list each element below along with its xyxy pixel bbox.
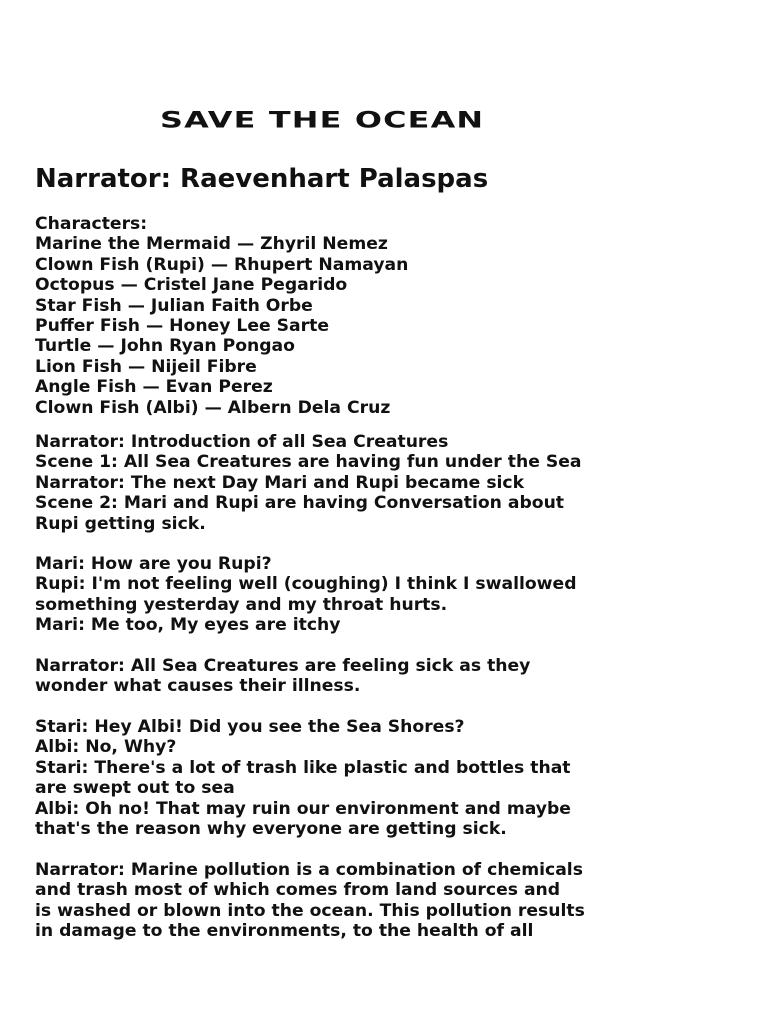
narration-section-2 [35, 860, 755, 942]
dialogue-line: Stari: Hey Albi! Did you see the Sea Shores? [35, 717, 465, 737]
narration-line: is washed or blown into the ocean. This pollution results [35, 900, 585, 921]
characters-section [35, 214, 755, 418]
narrator-heading: Narrator: Raevenhart Palaspas [35, 164, 489, 194]
dialogue-line: Mari: How are you Rupi? [35, 554, 272, 574]
narration-line: in damage to the environments, to the health of all [35, 921, 534, 942]
dialogue-line: Mari: Me too, My eyes are itchy [35, 615, 341, 636]
narration-line: and trash most of which comes from land sources and [35, 880, 561, 901]
scene-line: Rupi getting sick. [35, 513, 206, 534]
dialogue-line: Rupi: I'm not feeling well (coughing) I think I swallowed [35, 574, 577, 595]
dialogue-line: something yesterday and my throat hurts. [35, 594, 448, 615]
characters-label: Characters: [35, 214, 148, 234]
character-line: Lion Fish — Nijeil Fibre [35, 356, 257, 377]
dialogue-section-1 [35, 554, 755, 636]
character-line: Star Fish — Julian Faith Orbe [35, 295, 313, 316]
character-line: Turtle — John Ryan Pongao [35, 336, 295, 357]
character-line: Octopus — Cristel Jane Pegarido [35, 275, 348, 296]
dialogue-line: Albi: No, Why? [35, 737, 177, 758]
dialogue-line: Stari: There's a lot of trash like plastic and bottles that [35, 757, 571, 778]
narration-section-1 [35, 656, 755, 697]
narration-line: wonder what causes their illness. [35, 676, 361, 697]
character-line: Angle Fish — Evan Perez [35, 377, 273, 398]
scenes-section [35, 432, 755, 534]
dialogue-line: Albi: Oh no! That may ruin our environment and maybe [35, 798, 571, 819]
dialogue-section-2 [35, 717, 755, 839]
document-title: SAVE THE OCEAN [160, 108, 485, 134]
character-line: Clown Fish (Rupi) — Rhupert Namayan [35, 254, 409, 275]
scene-line: Scene 1: All Sea Creatures are having fun under the Sea [35, 452, 582, 473]
narration-line: Narrator: Marine pollution is a combination of chemicals [35, 860, 583, 880]
dialogue-line: that's the reason why everyone are getting sick. [35, 819, 507, 840]
scene-line: Narrator: The next Day Mari and Rupi became sick [35, 472, 525, 493]
scene-line: Narrator: Introduction of all Sea Creatures [35, 432, 449, 452]
dialogue-line: are swept out to sea [35, 778, 235, 799]
character-line: Clown Fish (Albi) — Albern Dela Cruz [35, 397, 391, 418]
narration-line: Narrator: All Sea Creatures are feeling sick as they [35, 656, 531, 676]
scene-line: Scene 2: Mari and Rupi are having Conversation about [35, 493, 565, 514]
character-line: Puffer Fish — Honey Lee Sarte [35, 316, 329, 337]
character-line: Marine the Mermaid — Zhyril Nemez [35, 234, 388, 255]
